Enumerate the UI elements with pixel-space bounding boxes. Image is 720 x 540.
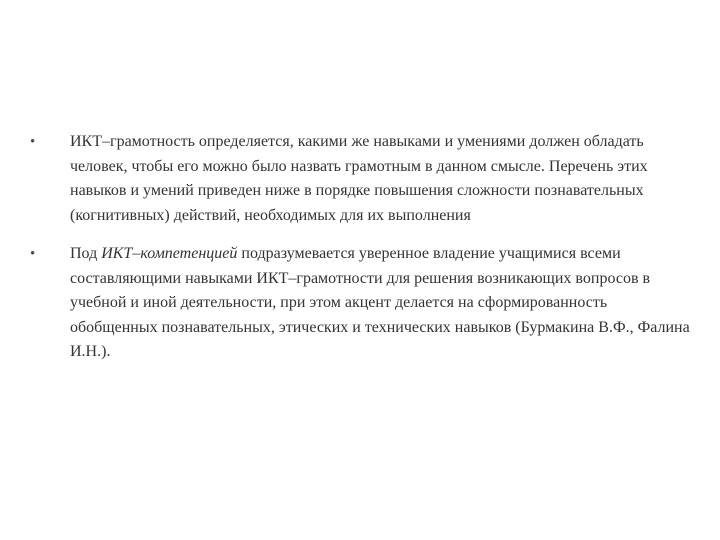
bullet-list xyxy=(30,130,690,379)
list-item xyxy=(30,130,690,228)
bullet-icon: • xyxy=(30,246,36,262)
bullet-icon: • xyxy=(30,134,36,150)
text-after-term: подразумевается уверенное владение учащимися всеми составляющими навыками ИКТ–грамотности для решения возникающих вопросов в учебной и иной деятельности, при этом акцент делается на сформированность обобщенных познавательных, этических и технических навыков (Бурмакина В.Ф., Фалина И.Н.). xyxy=(70,245,690,360)
ict-literacy-definition: ИКТ–грамотность определяется, какими же навыками и умениями должен обладать человек, чтобы его можно было назвать грамотным в данном смысле. Перечень этих навыков и умений приведен ниже в порядке повышения сложности познавательных (когнитивных) действий, необходимых для их выполнения xyxy=(70,133,648,224)
ict-competence-definition xyxy=(70,242,690,365)
list-item xyxy=(30,242,690,365)
text-before-term: Под xyxy=(70,245,102,262)
ict-competence-term: ИКТ–компетенцией xyxy=(101,245,238,262)
